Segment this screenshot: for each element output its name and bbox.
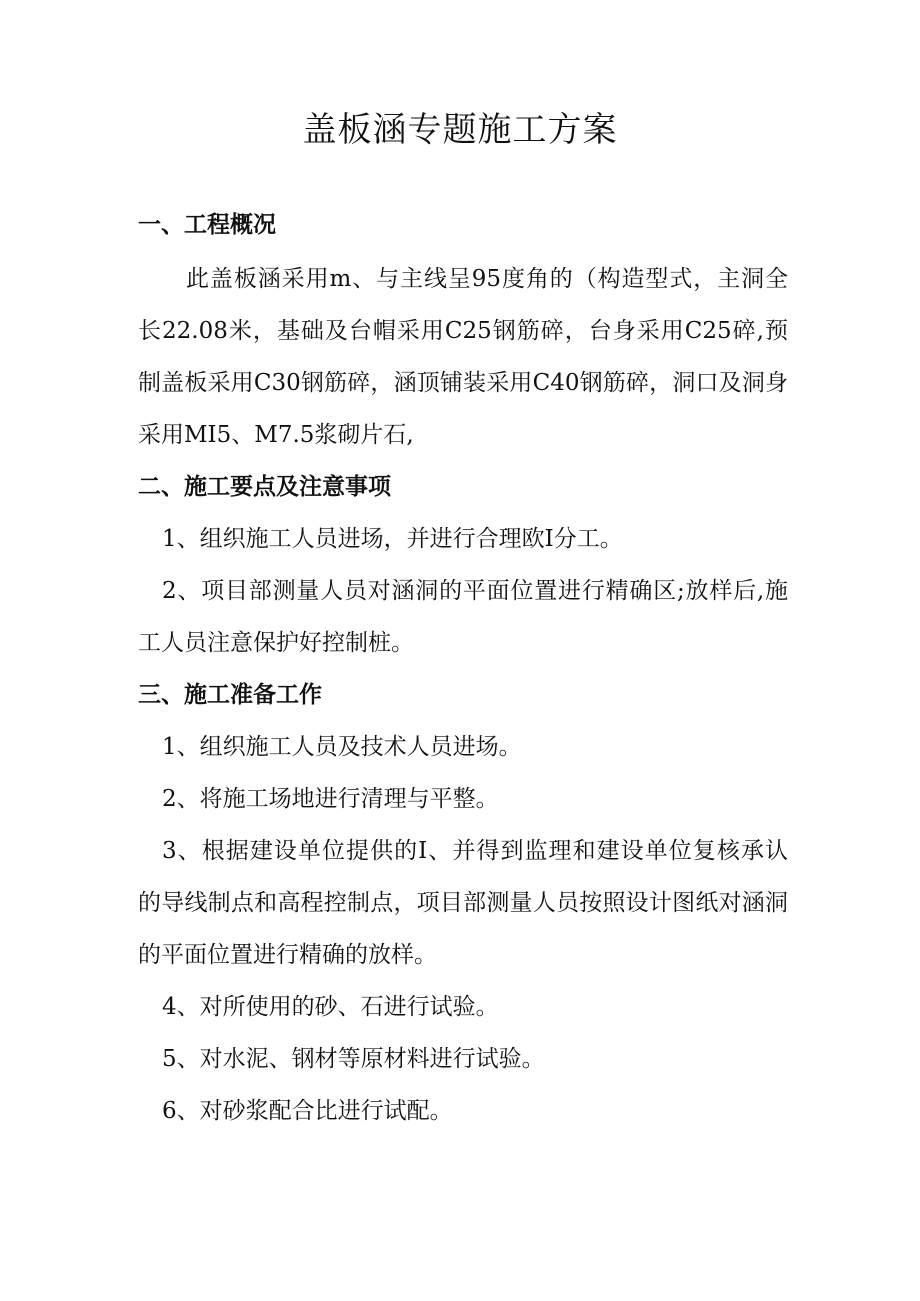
list-item: 2、项目部测量人员对涵洞的平面位置进行精确区;放样后,施 (162, 578, 788, 604)
list-item-continuation: 的导线制点和高程控制点，项目部测量人员按照设计图纸对涵洞 (138, 890, 788, 916)
paragraph-line: 采用MI5、M7.5浆砌片石, (138, 422, 414, 448)
paragraph-line: 制盖板采用C30钢筋碎，涵顶铺装采用C40钢筋碎，洞口及洞身 (138, 370, 788, 396)
list-item: 4、对所使用的砂、石进行试验。 (162, 994, 499, 1020)
section-heading-overview: 一、工程概况 (138, 211, 276, 238)
list-item: 1、组织施工人员及技术人员进场。 (162, 734, 522, 760)
page-title: 盖板涵专题施工方案 (302, 110, 618, 150)
list-item: 5、对水泥、钢材等原材料进行试验。 (162, 1046, 545, 1072)
paragraph-line: 此盖板涵采用m、与主线呈95度角的（构造型式，主洞全 (186, 266, 788, 292)
list-item: 2、将施工场地进行清理与平整。 (162, 786, 499, 812)
list-item-continuation: 的平面位置进行精确的放样。 (138, 942, 437, 968)
section-heading-key-points: 二、施工要点及注意事项 (138, 473, 391, 500)
list-item: 1、组织施工人员进场，并进行合理欧I分工。 (162, 526, 623, 552)
section-heading-preparation: 三、施工准备工作 (138, 681, 322, 708)
paragraph-line: 长22.08米，基础及台帽采用C25钢筋碎，台身采用C25碎,预 (138, 318, 788, 344)
list-item-continuation: 工人员注意保护好控制桩。 (138, 630, 414, 656)
list-item: 3、根据建设单位提供的I、并得到监理和建设单位复核承认 (162, 838, 788, 864)
list-item: 6、对砂浆配合比进行试配。 (162, 1098, 453, 1124)
